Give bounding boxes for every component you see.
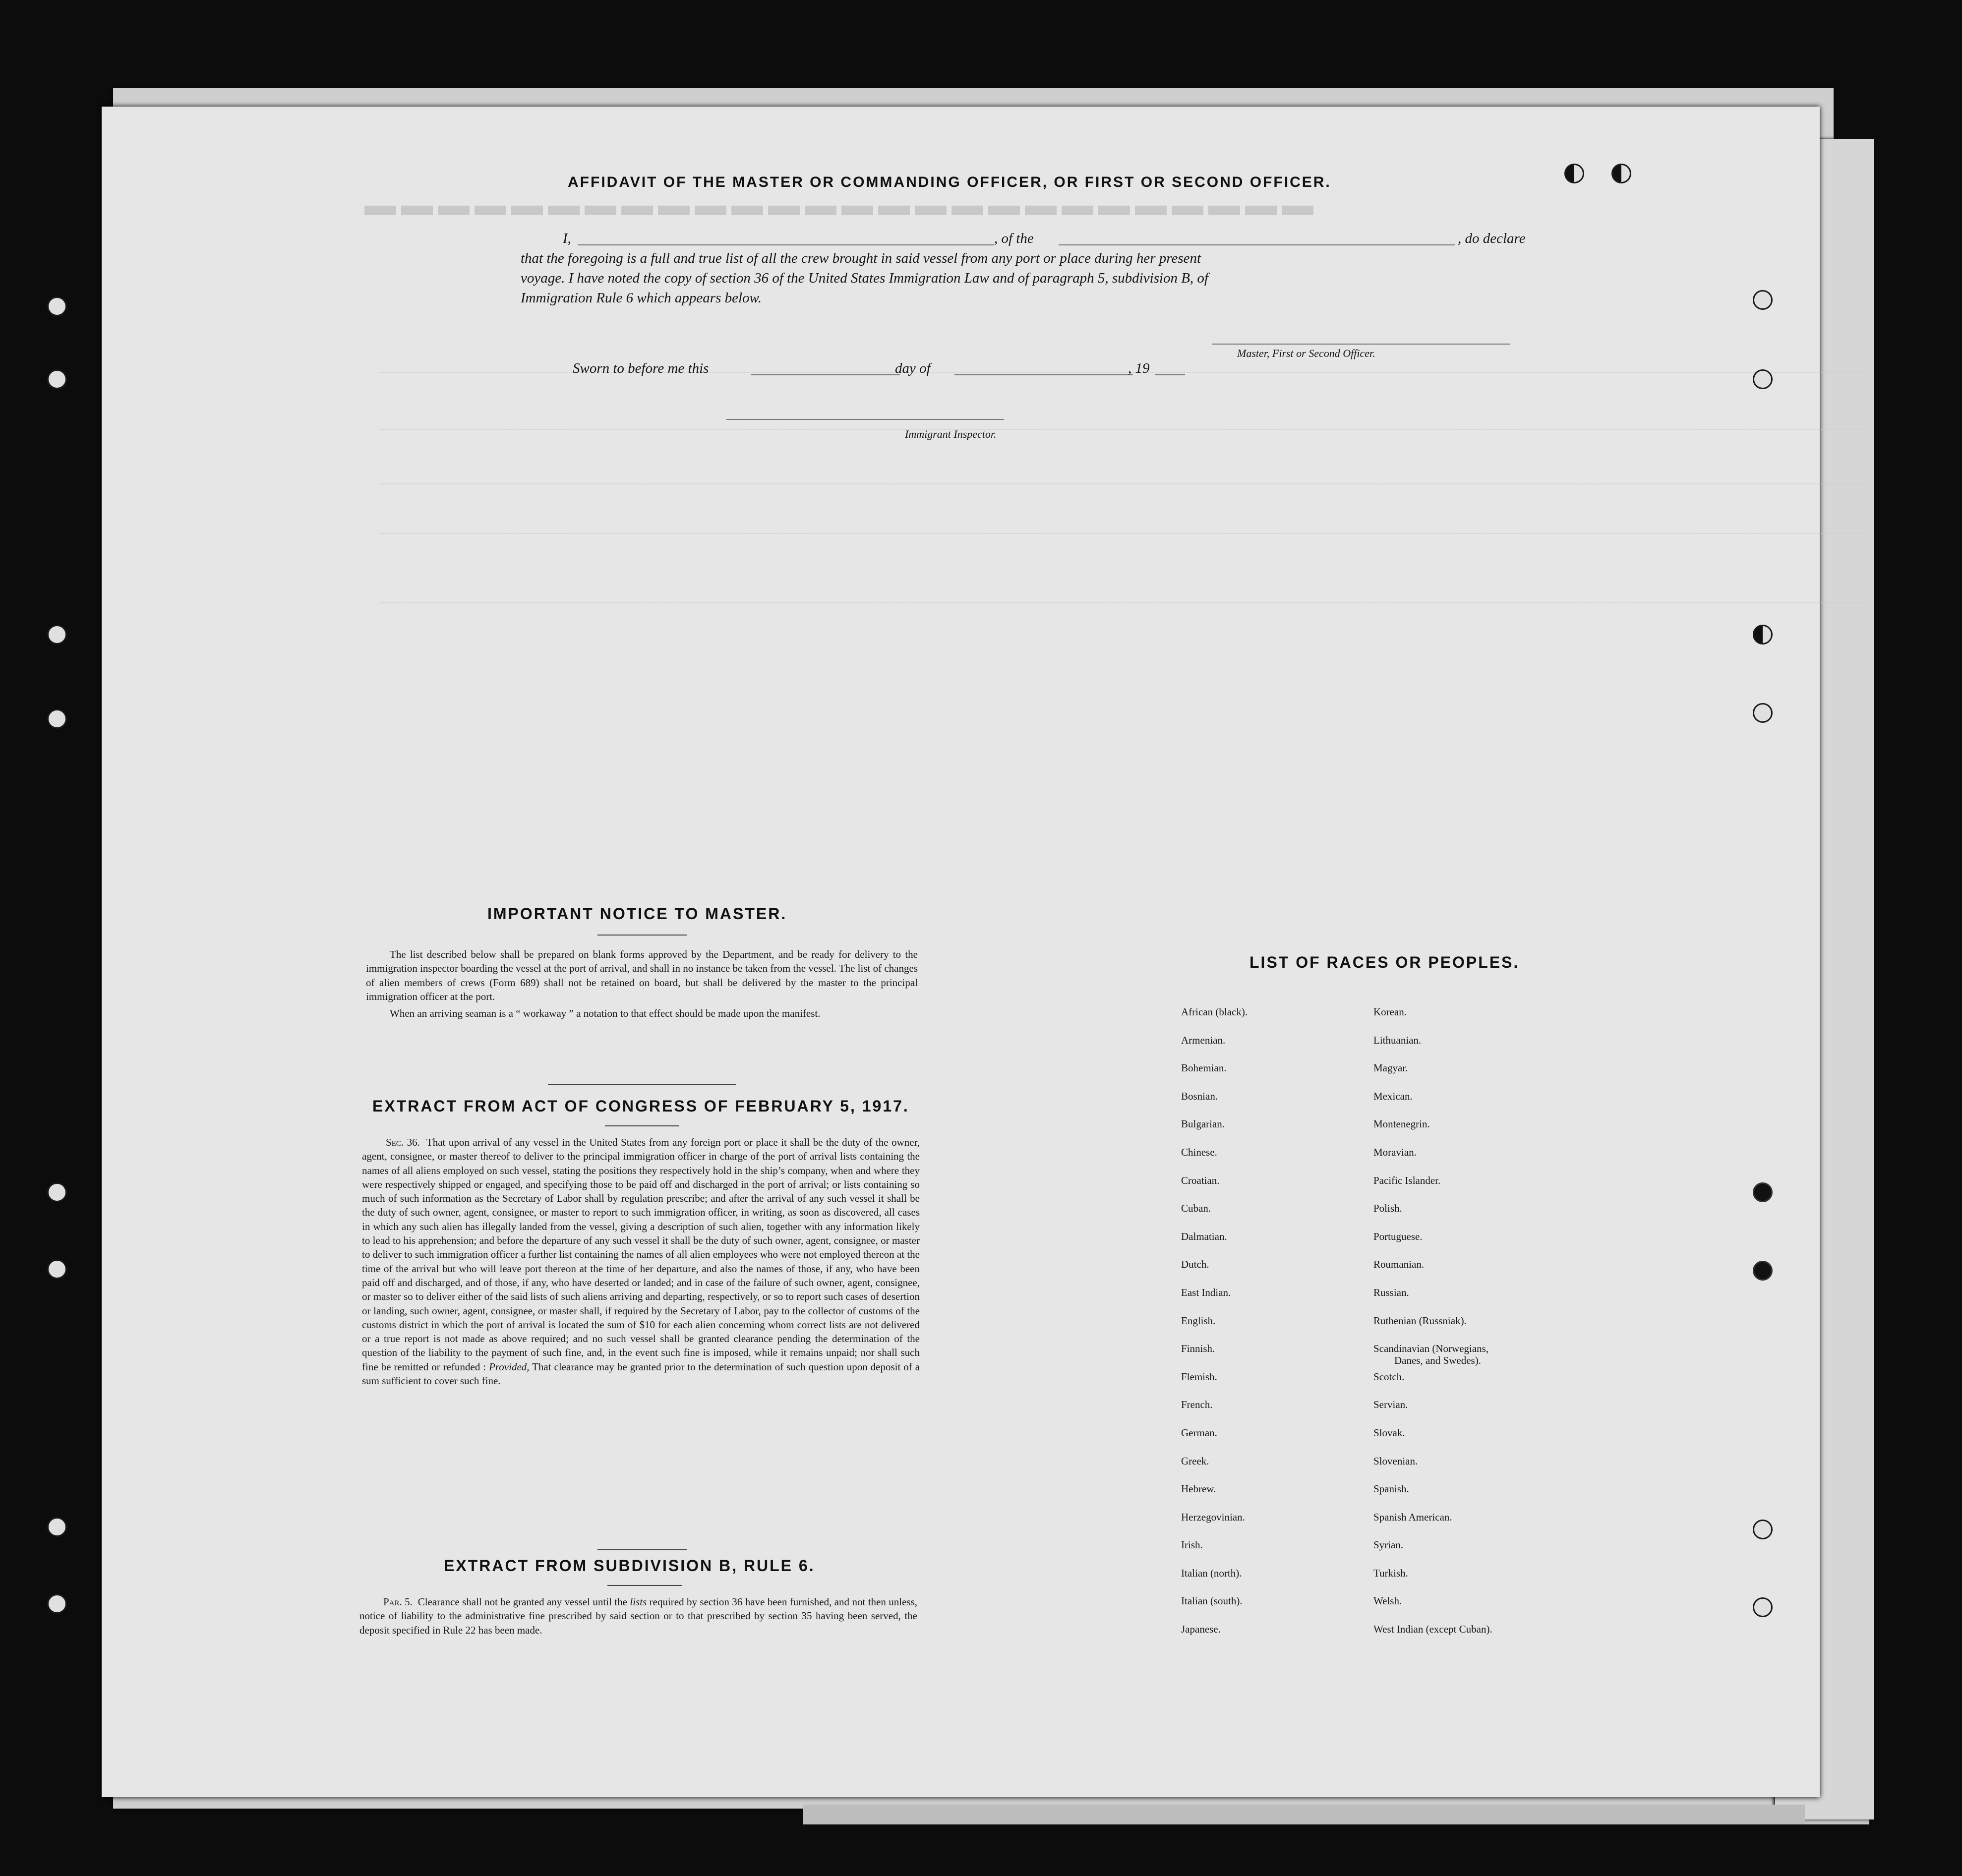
race-item: Lithuanian. (1373, 1034, 1422, 1046)
bleed-through-rule (379, 483, 1867, 485)
race-item: Japanese. (1181, 1623, 1221, 1636)
sworn-label: Sworn to before me this (573, 360, 709, 376)
race-item: Flemish. (1181, 1370, 1217, 1383)
race-item: Armenian. (1181, 1034, 1226, 1046)
races-right-column (1373, 998, 1492, 1643)
binding-hole (1753, 1597, 1773, 1617)
race-item: Portuguese. (1373, 1230, 1423, 1242)
section-36-paragraph (362, 1135, 920, 1388)
affidavit-line-4: Immigration Rule 6 which appears below. (521, 290, 762, 306)
name-blank-line (578, 244, 994, 245)
affidavit-line-2: that the foregoing is a full and true list of all the crew brought in said vessel from any port or place during her present (521, 250, 1201, 266)
bleed-through-rule (379, 429, 1867, 430)
race-item: Slovenian. (1373, 1455, 1418, 1467)
race-item: Spanish American. (1373, 1511, 1452, 1523)
race-item: Finnish. (1181, 1343, 1215, 1355)
race-item: Scotch. (1373, 1370, 1405, 1383)
binding-hole (1753, 625, 1773, 645)
notice-body (366, 947, 918, 1023)
race-item: French. (1181, 1399, 1213, 1411)
provided-word: Provided, (489, 1360, 530, 1373)
extract-act-body (362, 1135, 920, 1391)
extract-rule-title-rule (607, 1585, 682, 1586)
race-item: Chinese. (1181, 1146, 1217, 1158)
race-item: Herzegovinian. (1181, 1511, 1245, 1523)
master-signature-line (1212, 344, 1510, 345)
year-line (1155, 374, 1185, 375)
race-item: Roumanian. (1373, 1258, 1425, 1271)
race-item: Spanish. (1373, 1483, 1409, 1495)
race-item: Servian. (1373, 1399, 1408, 1411)
affidavit-line-3: voyage. I have noted the copy of section 36 of the United States Immigration Law and of paragraph 5, subdivision B, of (521, 270, 1208, 286)
race-item: African (black). (1181, 1006, 1248, 1018)
binding-hole (47, 709, 67, 729)
race-item: Irish. (1181, 1539, 1203, 1551)
race-item: Croatian. (1181, 1174, 1220, 1186)
race-item: English. (1181, 1314, 1216, 1327)
bleed-through-title: ▬▬▬▬▬▬▬▬▬▬▬▬▬▬▬▬▬▬▬▬▬▬▬▬▬▬ (359, 186, 1313, 222)
race-item: Greek. (1181, 1455, 1209, 1467)
race-item: Russian. (1373, 1286, 1409, 1298)
binding-hole (47, 1517, 67, 1537)
binding-hole (1753, 290, 1773, 310)
notice-title-rule (597, 935, 687, 936)
race-item: Italian (south). (1181, 1595, 1243, 1607)
vessel-blank-line (1059, 244, 1455, 245)
paragraph-5-text-a: Clearance shall not be granted any vessel until the (417, 1596, 627, 1608)
race-item: Montenegrin. (1373, 1118, 1430, 1130)
section-divider (548, 1084, 736, 1085)
paragraph-5 (359, 1595, 917, 1637)
race-item: Dutch. (1181, 1258, 1209, 1271)
race-item-continued: Danes, and Swedes). (1394, 1354, 1481, 1367)
section-36-text-end: That clearance may be granted prior to the determination of such question upon deposit of a sum sufficient to cover such fine. (362, 1360, 920, 1387)
race-item: Magyar. (1373, 1062, 1408, 1074)
race-item: Turkish. (1373, 1567, 1408, 1579)
affidavit-of-the: , of the (994, 231, 1034, 246)
race-item: German. (1181, 1426, 1217, 1439)
binding-hole (47, 625, 67, 645)
binding-hole (47, 369, 67, 389)
race-item: Ruthenian (Russniak). (1373, 1314, 1467, 1327)
inspector-signature-line (726, 419, 1004, 420)
race-item: Italian (north). (1181, 1567, 1242, 1579)
notice-title: IMPORTANT NOTICE TO MASTER. (487, 905, 787, 923)
race-item: West Indian (except Cuban). (1373, 1623, 1492, 1636)
notice-paragraph-1: The list described below shall be prepared on blank forms approved by the Department, and be ready for delivery to the immigration inspector boarding the vessel at the port of arrival, and shall in no instance be taken from the vessel. The list of changes of alien members of crews (Form 689) shall not be retained on board, but shall be delivered by the master to the principal immigration officer at the port. (366, 948, 918, 1002)
race-item: Cuban. (1181, 1202, 1211, 1215)
paragraph-label: Par. 5. (383, 1596, 413, 1608)
extract-act-title: EXTRACT FROM ACT OF CONGRESS OF FEBRUARY 5, 1917. (372, 1097, 909, 1115)
binding-hole (47, 296, 67, 316)
race-item: Moravian. (1373, 1146, 1417, 1158)
race-item: Polish. (1373, 1202, 1402, 1215)
binding-hole (1753, 1261, 1773, 1281)
race-item: Slovak. (1373, 1426, 1405, 1439)
races-left-column (1181, 998, 1248, 1643)
extract-rule-title: EXTRACT FROM SUBDIVISION B, RULE 6. (444, 1557, 815, 1575)
section-36-text: That upon arrival of any vessel in the United States from any foreign port or place it shall be the duty of the owner, agent, consignee, or master thereof to deliver to the principal immigration officer in charge of the port of arrival lists containing the names of all aliens employed on such vessel, stating the positions they respectively hold in the ship’s company, when and where they were respectively shipped or engaged, and specifying those to be paid off and discharged in the port of arrival; or lists containing so much of such information as the Secretary of Labor shall by regulation prescribe; and after the arrival of any such vessel it shall be the duty of such owner, agent, consignee, or master to report to such immigration officer, in writing, as soon as discovered, all cases in which any such alien has illegally landed from the vessel, giving a description of such alien, together with any information likely to lead to his apprehension; and before the departure of any such vessel it shall be the duty of such owner, agent, consignee, or master to deliver to such immigration officer a further list containing the names of all alien employees who were not employed thereon at the time of the arrival but who will leave port thereon at the time of her departure, and also the names of those, if any, who have been paid off and discharged, and of those, if any, who have deserted or landed; and in case of the failure of such owner, agent, consignee, or master so to deliver either of the said lists of such aliens arriving and departing, respectively, or so to report such cases of desertion or landing, such owner, agent, consignee, or master shall, if required by the Secretary of Labor, pay to the collector of customs of the customs district in which the port of arrival is located the sum of $10 for each alien concerning whom correct lists are not delivered or a true report is not made as above required; and no such vessel shall be granted clearance pending the determination of the question of the liability to the payment of such fine, and, in the event such fine is imposed, while it remains unpaid; nor shall such fine be remitted or refunded : (362, 1136, 920, 1373)
binding-hole (1753, 703, 1773, 723)
race-item: Mexican. (1373, 1090, 1413, 1102)
section-divider (597, 1549, 687, 1550)
race-item: Bulgarian. (1181, 1118, 1225, 1130)
race-item: Welsh. (1373, 1595, 1402, 1607)
bleed-through-rule (379, 533, 1867, 534)
master-label: Master, First or Second Officer. (1237, 347, 1375, 359)
inspector-label: Immigrant Inspector. (905, 428, 997, 440)
affidavit-i: I, (563, 231, 571, 246)
binding-hole (47, 1182, 67, 1202)
notice-paragraph-2: When an arriving seaman is a “ workaway ” a notation to that effect should be made upon the manifest. (390, 1007, 821, 1020)
affidavit-declare: , do declare (1458, 231, 1526, 246)
binding-hole (1753, 1182, 1773, 1202)
race-item: East Indian. (1181, 1286, 1231, 1298)
lists-word: lists (630, 1596, 647, 1608)
race-item: Pacific Islander. (1373, 1174, 1441, 1186)
day-of-label: day of (895, 360, 931, 376)
race-item: Dalmatian. (1181, 1230, 1227, 1242)
extract-act-title-rule (605, 1125, 679, 1126)
binding-hole (1753, 1520, 1773, 1539)
race-item: Syrian. (1373, 1539, 1404, 1551)
month-line (954, 374, 1133, 375)
binding-hole (1564, 164, 1584, 183)
binding-hole (1753, 369, 1773, 389)
race-item: Bohemian. (1181, 1062, 1227, 1074)
race-item: Korean. (1373, 1006, 1407, 1018)
binding-hole (1611, 164, 1631, 183)
binding-hole (47, 1259, 67, 1279)
sworn-day-line (751, 374, 900, 375)
paragraph-5-text-b: required by section 36 have been furnished, and not then unless, notice of liability to the administrative fine prescribed by said section or to that prescribed by section 35 having been served, the deposit specified in Rule 22 has been made. (359, 1596, 918, 1636)
race-item: Bosnian. (1181, 1090, 1218, 1102)
sheet-bottom-edge (803, 1805, 1805, 1824)
year-label: , 19 (1128, 360, 1150, 376)
bleed-through-rule (379, 602, 1867, 604)
section-label: Sec. 36. (386, 1136, 420, 1148)
races-title: LIST OF RACES OR PEOPLES. (1249, 953, 1520, 971)
binding-hole (47, 1594, 67, 1614)
affidavit-title: AFFIDAVIT OF THE MASTER OR COMMANDING OFFICER, OR FIRST OR SECOND OFFICER. (568, 174, 1331, 190)
race-item: Scandinavian (Norwegians, (1373, 1343, 1489, 1355)
document-page (102, 107, 1820, 1797)
race-item: Hebrew. (1181, 1483, 1216, 1495)
extract-rule-body (359, 1595, 917, 1640)
